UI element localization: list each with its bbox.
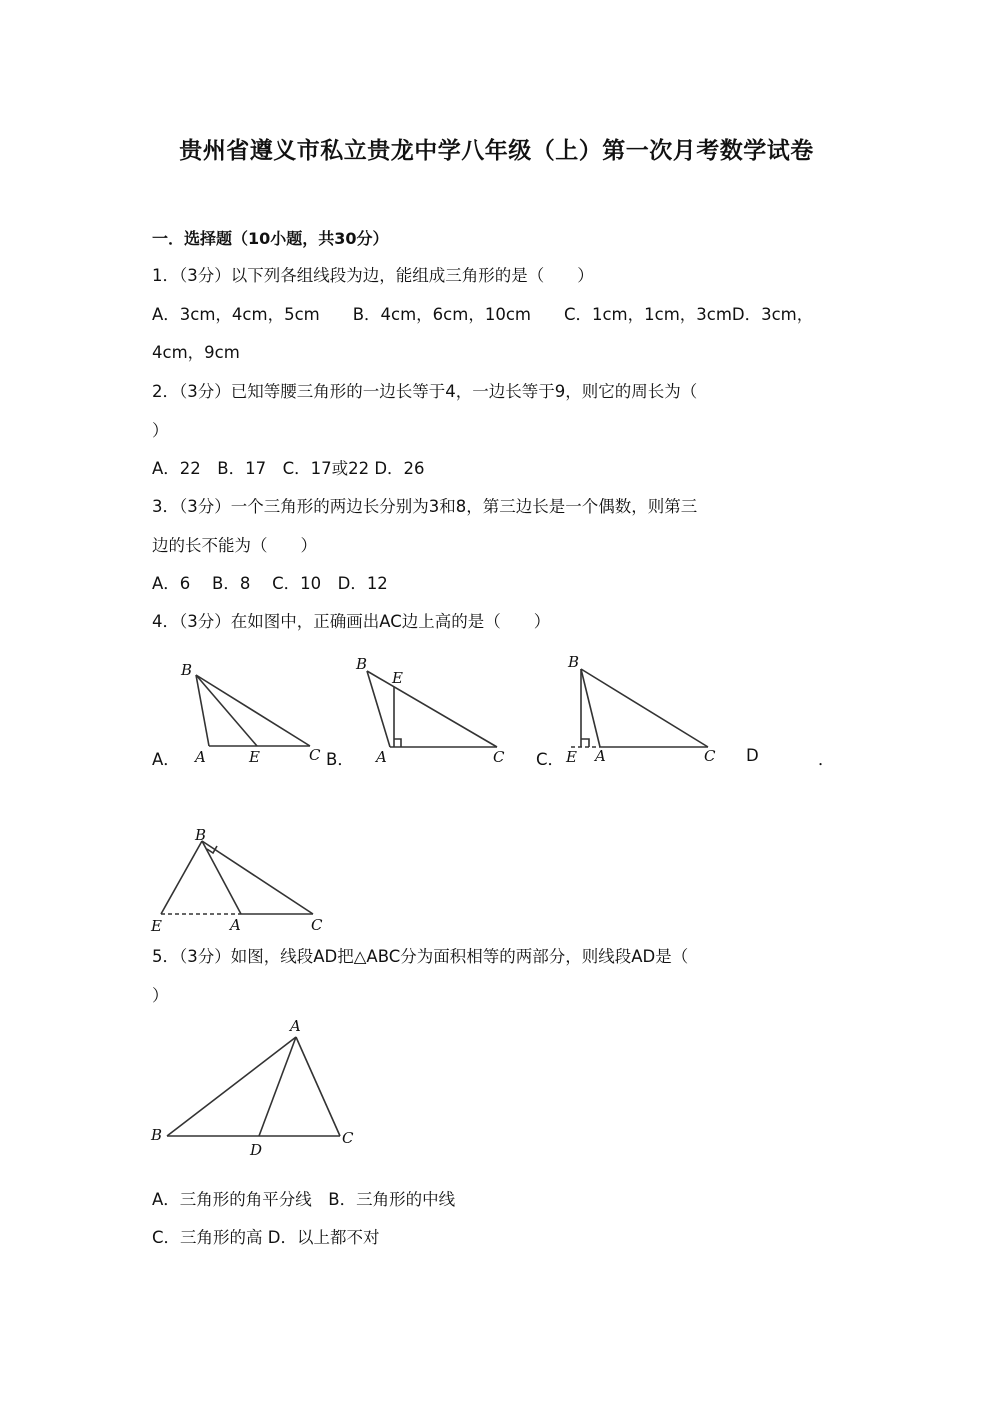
q4-figure-a [175,655,330,770]
q1-options-line1: A．3cm，4cm，5cm B．4cm，6cm，10cm C．1cm，1cm，3cmD．3cm， [152,305,814,324]
q5-label-d: D [250,1141,263,1159]
q3-stem-line1: 3．（3分）一个三角形的两边长分别为3和8，第三边长是一个偶数，则第三 [152,497,698,516]
q1-options-line2: 4cm，9cm [152,343,240,362]
q4b-label-e: E [392,669,403,687]
q4b-right-angle-mark [394,739,401,747]
q4b-label-c: C [493,748,505,766]
q4a-label-c: C [309,746,321,764]
q3-stem-line2: 边的长不能为（ ） [152,536,317,555]
q4-option-c-label: C． [536,750,565,769]
q4-figure-c [560,648,725,770]
q4c-side-ba [581,669,600,747]
q4b-label-a: A [376,748,387,766]
q4c-label-a: A [595,747,606,765]
q4c-label-c: C [704,747,716,765]
q5-stem-line2: ） [152,986,169,1005]
q4-option-d-label: D [746,746,759,765]
q5-label-b: B [151,1126,163,1144]
q2-stem-line2: ） [152,421,169,440]
q4d-label-b: B [195,826,207,844]
q4c-label-e: E [566,748,577,766]
section-heading: 一．选择题（10小题，共30分） [152,229,389,248]
q4d-side-ba [202,841,241,914]
q4c-side-bc [581,669,708,747]
q4a-side-ba [196,675,209,746]
q5-options-line1: A．三角形的角平分线 B．三角形的中线 [152,1190,456,1209]
q4-figure-d [145,822,330,937]
q4a-label-b: B [181,661,193,679]
q4a-side-bc [196,675,310,746]
q2-options: A．22 B．17 C．17或22 D．26 [152,459,425,478]
q1-stem: 1．（3分）以下列各组线段为边，能组成三角形的是（ ） [152,266,594,285]
q4d-label-e: E [151,917,162,935]
q5-side-ac [296,1037,340,1136]
q4a-segment-be [196,675,257,746]
q4-option-a-label: A． [152,750,180,769]
q4b-label-b: B [356,655,368,673]
q5-figure [145,1012,370,1162]
page-title: 贵州省遵义市私立贵龙中学八年级（上）第一次月考数学试卷 [179,137,814,164]
q4-stem: 4．（3分）在如图中，正确画出AC边上高的是（ ） [152,612,551,631]
q5-options-line2: C．三角形的高 D．以上都不对 [152,1228,380,1247]
q2-stem-line1: 2．（3分）已知等腰三角形的一边长等于4，一边长等于9，则它的周长为（ [152,382,698,401]
q4c-right-angle-mark [581,739,589,747]
q4d-label-c: C [311,916,323,934]
q4d-segment-be [161,841,202,914]
q4a-label-a: A [195,748,206,766]
q4d-side-bc [202,841,313,914]
q4-figure-b [350,650,510,770]
q5-label-c: C [342,1129,354,1147]
q4a-label-e: E [249,748,260,766]
q4-option-b-label: B． [326,750,354,769]
q4-option-d-dot: ． [818,750,835,769]
q5-label-a: A [290,1017,301,1035]
q4c-label-b: B [568,653,580,671]
q5-stem-line1: 5．（3分）如图，线段AD把△ABC分为面积相等的两部分，则线段AD是（ [152,947,689,966]
q3-options: A．6 B．8 C．10 D．12 [152,574,388,593]
q4d-label-a: A [230,916,241,934]
